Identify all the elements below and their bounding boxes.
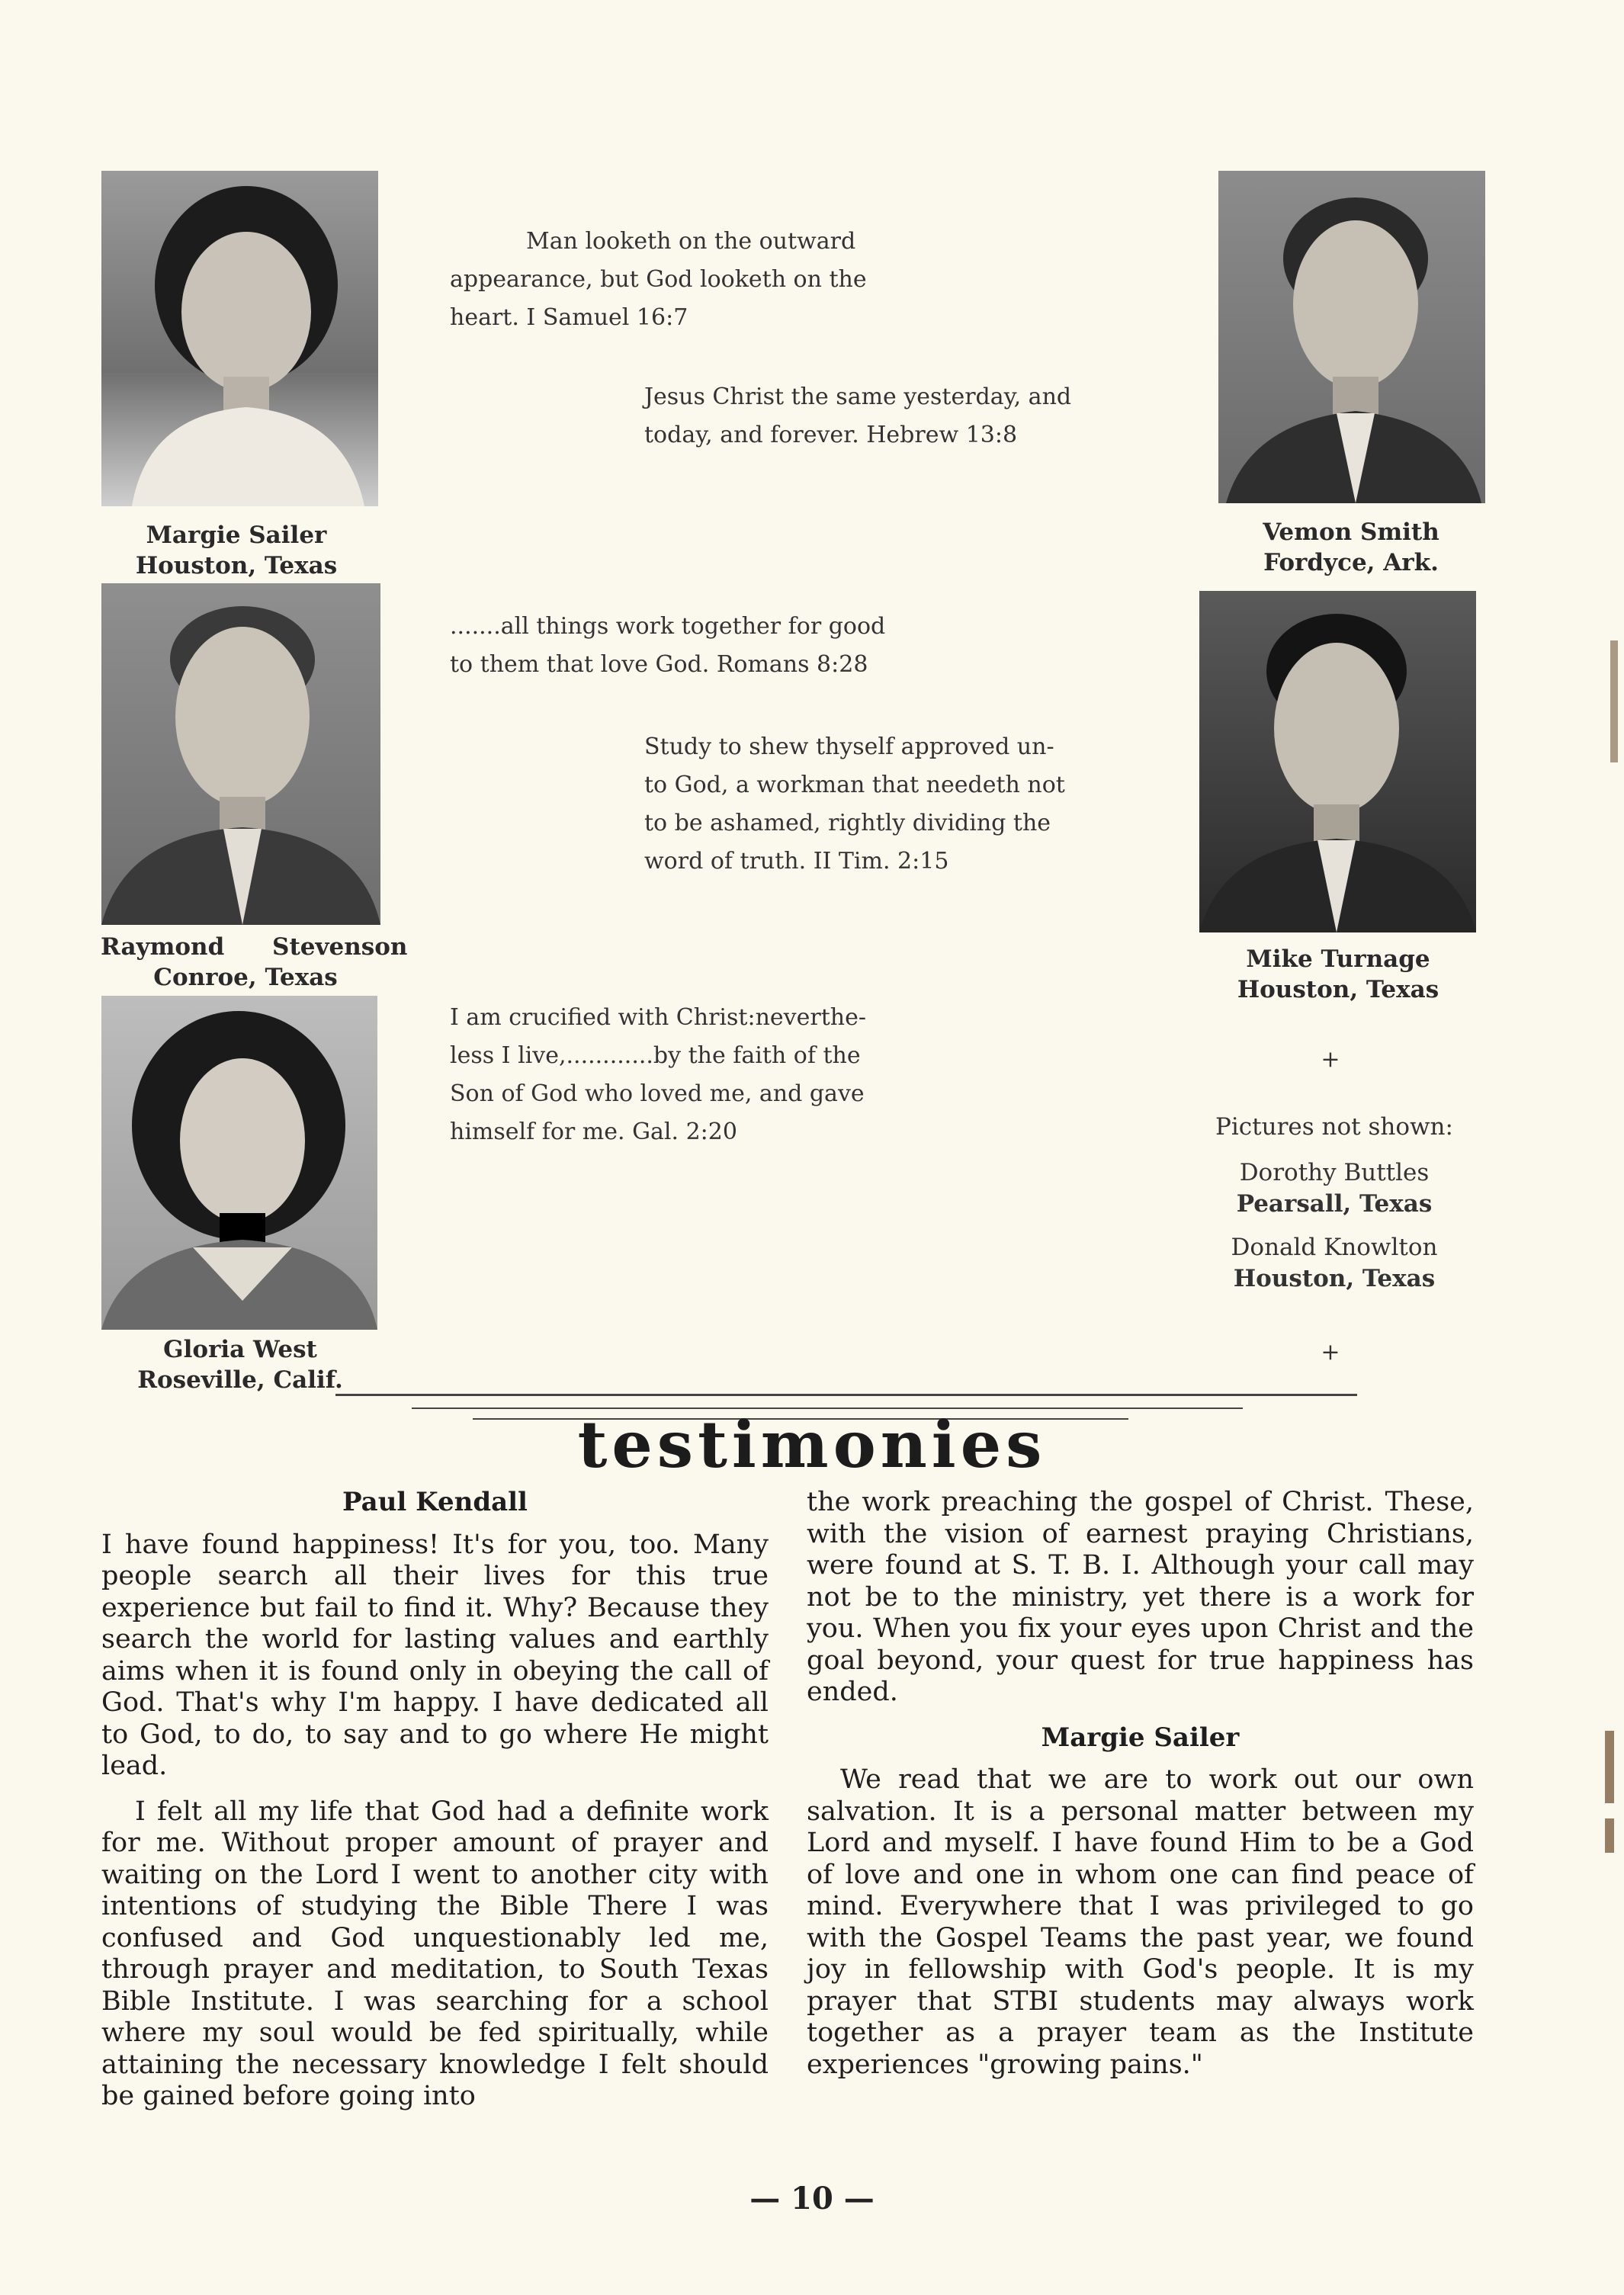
verse-galatians — [450, 999, 866, 1151]
testimony-column-left — [101, 1487, 769, 2126]
person-name: Donald Knowlton — [1231, 1234, 1438, 1261]
portrait-man-icon — [1199, 591, 1476, 932]
verse-timothy — [644, 728, 1065, 881]
divider-top — [335, 1394, 1357, 1396]
verse-line: today, and forever. Hebrew 13:8 — [644, 422, 1018, 448]
testimony-paragraph: I felt all my life that God had a definite work for me. Without proper amount of prayer and waiting on the Lord I went to another city with intentions of studying the Bible There I was confused and God unquestionably led me, through prayer and meditation, to South Texas Bible Institute. I was searching for a school where my soul would be fed spiritually, while attaining the necessary knowledge I felt should be gained before going into — [101, 1796, 769, 2111]
cross-icon: + — [1321, 1046, 1340, 1073]
person-name: Dorothy Buttles — [1239, 1159, 1430, 1186]
binding-mark — [1610, 640, 1618, 762]
cross-mark-bottom — [1296, 1339, 1365, 1366]
caption-name: Mike Turnage — [1246, 945, 1430, 973]
caption-margie-sailer — [114, 520, 358, 581]
author-paul-kendall: Paul Kendall — [342, 1487, 528, 1517]
person-place: Houston, Texas — [1233, 1265, 1436, 1292]
portrait-man-icon — [101, 583, 380, 925]
verse-line: to be ashamed, rightly dividing the — [644, 810, 1051, 836]
testimony-paragraph: the work preaching the gospel of Christ. These, with the vision of earnest praying Christians, were found at S. T. B. I. Although your call may not be to the ministry, yet there is a work for you. When you fix your eyes upon Christ and the goal beyond, your quest for true happiness has ended. — [807, 1487, 1474, 1707]
caption-vemon-smith — [1214, 517, 1488, 578]
verse-hebrew — [644, 378, 1071, 454]
portrait-woman-icon — [101, 171, 378, 506]
verse-line: I am crucified with Christ:neverthe- — [450, 1004, 866, 1031]
verse-line: himself for me. Gal. 2:20 — [450, 1119, 737, 1145]
binding-mark — [1605, 1731, 1614, 1803]
testimony-column-right — [807, 1487, 1474, 2094]
caption-name: Vemon Smith — [1263, 518, 1439, 546]
caption-gloria-west — [103, 1334, 377, 1395]
not-shown-text: Pictures not shown: — [1215, 1113, 1453, 1141]
testimony-paragraph: We read that we are to work out our own salvation. It is a personal matter between my Lord and myself. I have found Him to be a God of love and one in whom one can find peace of mind. Everywhere that I was privileged to go with the Gospel Teams the past year, we found joy in fellowship with God's people. It is my prayer that STBI students may always work together as a prayer team as the Institute experiences "growing pains." — [807, 1764, 1474, 2080]
binding-mark — [1605, 1818, 1614, 1853]
caption-place: Roseville, Calif. — [137, 1366, 343, 1394]
verse-line: Jesus Christ the same yesterday, and — [644, 384, 1072, 410]
verse-line: .......all things work together for good — [450, 613, 886, 640]
verse-line: to them that love God. Romans 8:28 — [450, 651, 868, 678]
page-number: — 10 — — [749, 2181, 875, 2216]
caption-place: Houston, Texas — [135, 552, 338, 579]
not-shown-person — [1197, 1232, 1472, 1295]
verse-samuel — [450, 223, 867, 337]
caption-raymond-stevenson — [101, 932, 408, 993]
caption-mike-turnage — [1197, 944, 1479, 1005]
verse-line: Man looketh on the outward — [526, 228, 856, 255]
verse-line: heart. I Samuel 16:7 — [450, 304, 688, 331]
verse-line: appearance, but God looketh on the — [450, 266, 867, 293]
verse-line: word of truth. II Tim. 2:15 — [644, 848, 949, 875]
photo-mike-turnage — [1199, 591, 1476, 932]
photo-raymond-stevenson — [101, 583, 380, 925]
author-margie-sailer: Margie Sailer — [1041, 1722, 1240, 1753]
person-place: Pearsall, Texas — [1236, 1190, 1433, 1218]
not-shown-person — [1197, 1157, 1472, 1220]
verse-line: Son of God who loved me, and gave — [450, 1080, 865, 1107]
section-title: testimonies — [577, 1407, 1047, 1482]
cross-mark-top — [1296, 1046, 1365, 1073]
photo-margie-sailer — [101, 171, 378, 506]
portrait-woman-icon — [101, 996, 377, 1330]
photo-vemon-smith — [1218, 171, 1485, 503]
caption-place: Fordyce, Ark. — [1263, 549, 1439, 576]
photo-gloria-west — [101, 996, 377, 1330]
verse-line: Study to shew thyself approved un- — [644, 733, 1054, 760]
portrait-man-icon — [1218, 171, 1485, 503]
cross-icon: + — [1321, 1339, 1340, 1366]
caption-name: Gloria West — [163, 1336, 317, 1363]
verse-line: to God, a workman that needeth not — [644, 772, 1065, 798]
caption-place: Houston, Texas — [1237, 976, 1439, 1003]
caption-place: Conroe, Texas — [153, 964, 338, 991]
not-shown-label — [1189, 1113, 1479, 1141]
verse-romans — [450, 608, 885, 684]
caption-name: Raymond Stevenson — [101, 933, 408, 961]
verse-line: less I live,............by the faith of the — [450, 1042, 861, 1069]
caption-name: Margie Sailer — [146, 522, 327, 549]
testimony-paragraph: I have found happiness! It's for you, too. Many people search all their lives for this true experience but fail to find it. Why? Because they search the world for lasting values and earthly aims when it is found only in obeying the call of God. That's why I'm happy. I have dedicated all to God, to do, to say and to go where He might lead. — [101, 1529, 769, 1781]
